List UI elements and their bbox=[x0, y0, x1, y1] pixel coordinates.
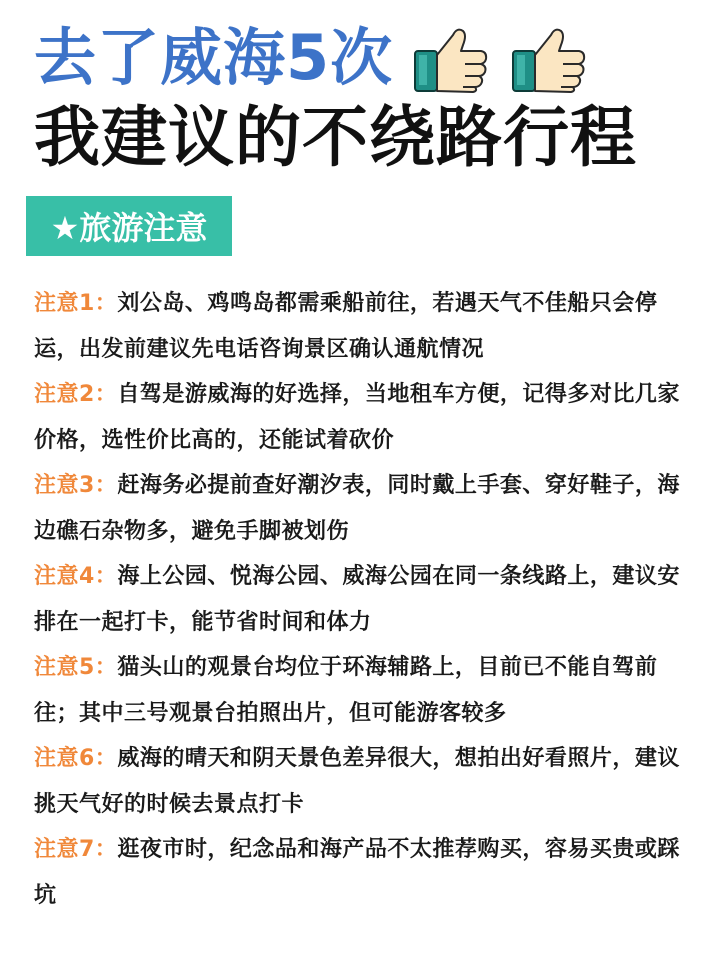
note-item-5 bbox=[34, 645, 690, 736]
note-text: 猫头山的观景台均位于环海辅路上，目前已不能自驾前往；其中三号观景台拍照出片，但可能游客较多 bbox=[34, 655, 658, 726]
note-text: 威海的晴天和阴天景色差异很大，想拍出好看照片，建议挑天气好的时候去景点打卡 bbox=[34, 746, 680, 817]
notes-list bbox=[34, 281, 690, 918]
thumbs-up-icon bbox=[413, 23, 489, 93]
note-label: 注意4： bbox=[34, 564, 118, 589]
note-label: 注意1： bbox=[34, 291, 118, 316]
note-item-1 bbox=[34, 281, 690, 372]
note-text: 赶海务必提前查好潮汐表，同时戴上手套、穿好鞋子，海边礁石杂物多，避免手脚被划伤 bbox=[34, 473, 680, 544]
title-line-1 bbox=[34, 18, 587, 98]
note-item-2 bbox=[34, 372, 690, 463]
page-title-main: 去了威海5次 bbox=[34, 21, 394, 94]
note-item-7 bbox=[34, 827, 690, 918]
note-label: 注意2： bbox=[34, 382, 118, 407]
note-label: 注意7： bbox=[34, 837, 118, 862]
note-text: 自驾是游威海的好选择，当地租车方便，记得多对比几家价格，选性价比高的，还能试着砍价 bbox=[34, 382, 680, 453]
section-tag: ★旅游注意 bbox=[26, 196, 232, 256]
note-text: 逛夜市时，纪念品和海产品不太推荐购买，容易买贵或踩坑 bbox=[34, 837, 680, 908]
note-item-6 bbox=[34, 736, 690, 827]
note-text: 刘公岛、鸡鸣岛都需乘船前往，若遇天气不佳船只会停运，出发前建议先电话咨询景区确认通航情况 bbox=[34, 291, 658, 362]
page-title-sub: 我建议的不绕路行程 bbox=[34, 99, 637, 176]
note-label: 注意6： bbox=[34, 746, 118, 771]
note-text: 海上公园、悦海公园、威海公园在同一条线路上，建议安排在一起打卡，能节省时间和体力 bbox=[34, 564, 680, 635]
thumbs-up-icon bbox=[511, 23, 587, 93]
emoji-group bbox=[413, 23, 587, 93]
note-item-3 bbox=[34, 463, 690, 554]
note-item-4 bbox=[34, 554, 690, 645]
note-label: 注意3： bbox=[34, 473, 118, 498]
note-label: 注意5： bbox=[34, 655, 118, 680]
